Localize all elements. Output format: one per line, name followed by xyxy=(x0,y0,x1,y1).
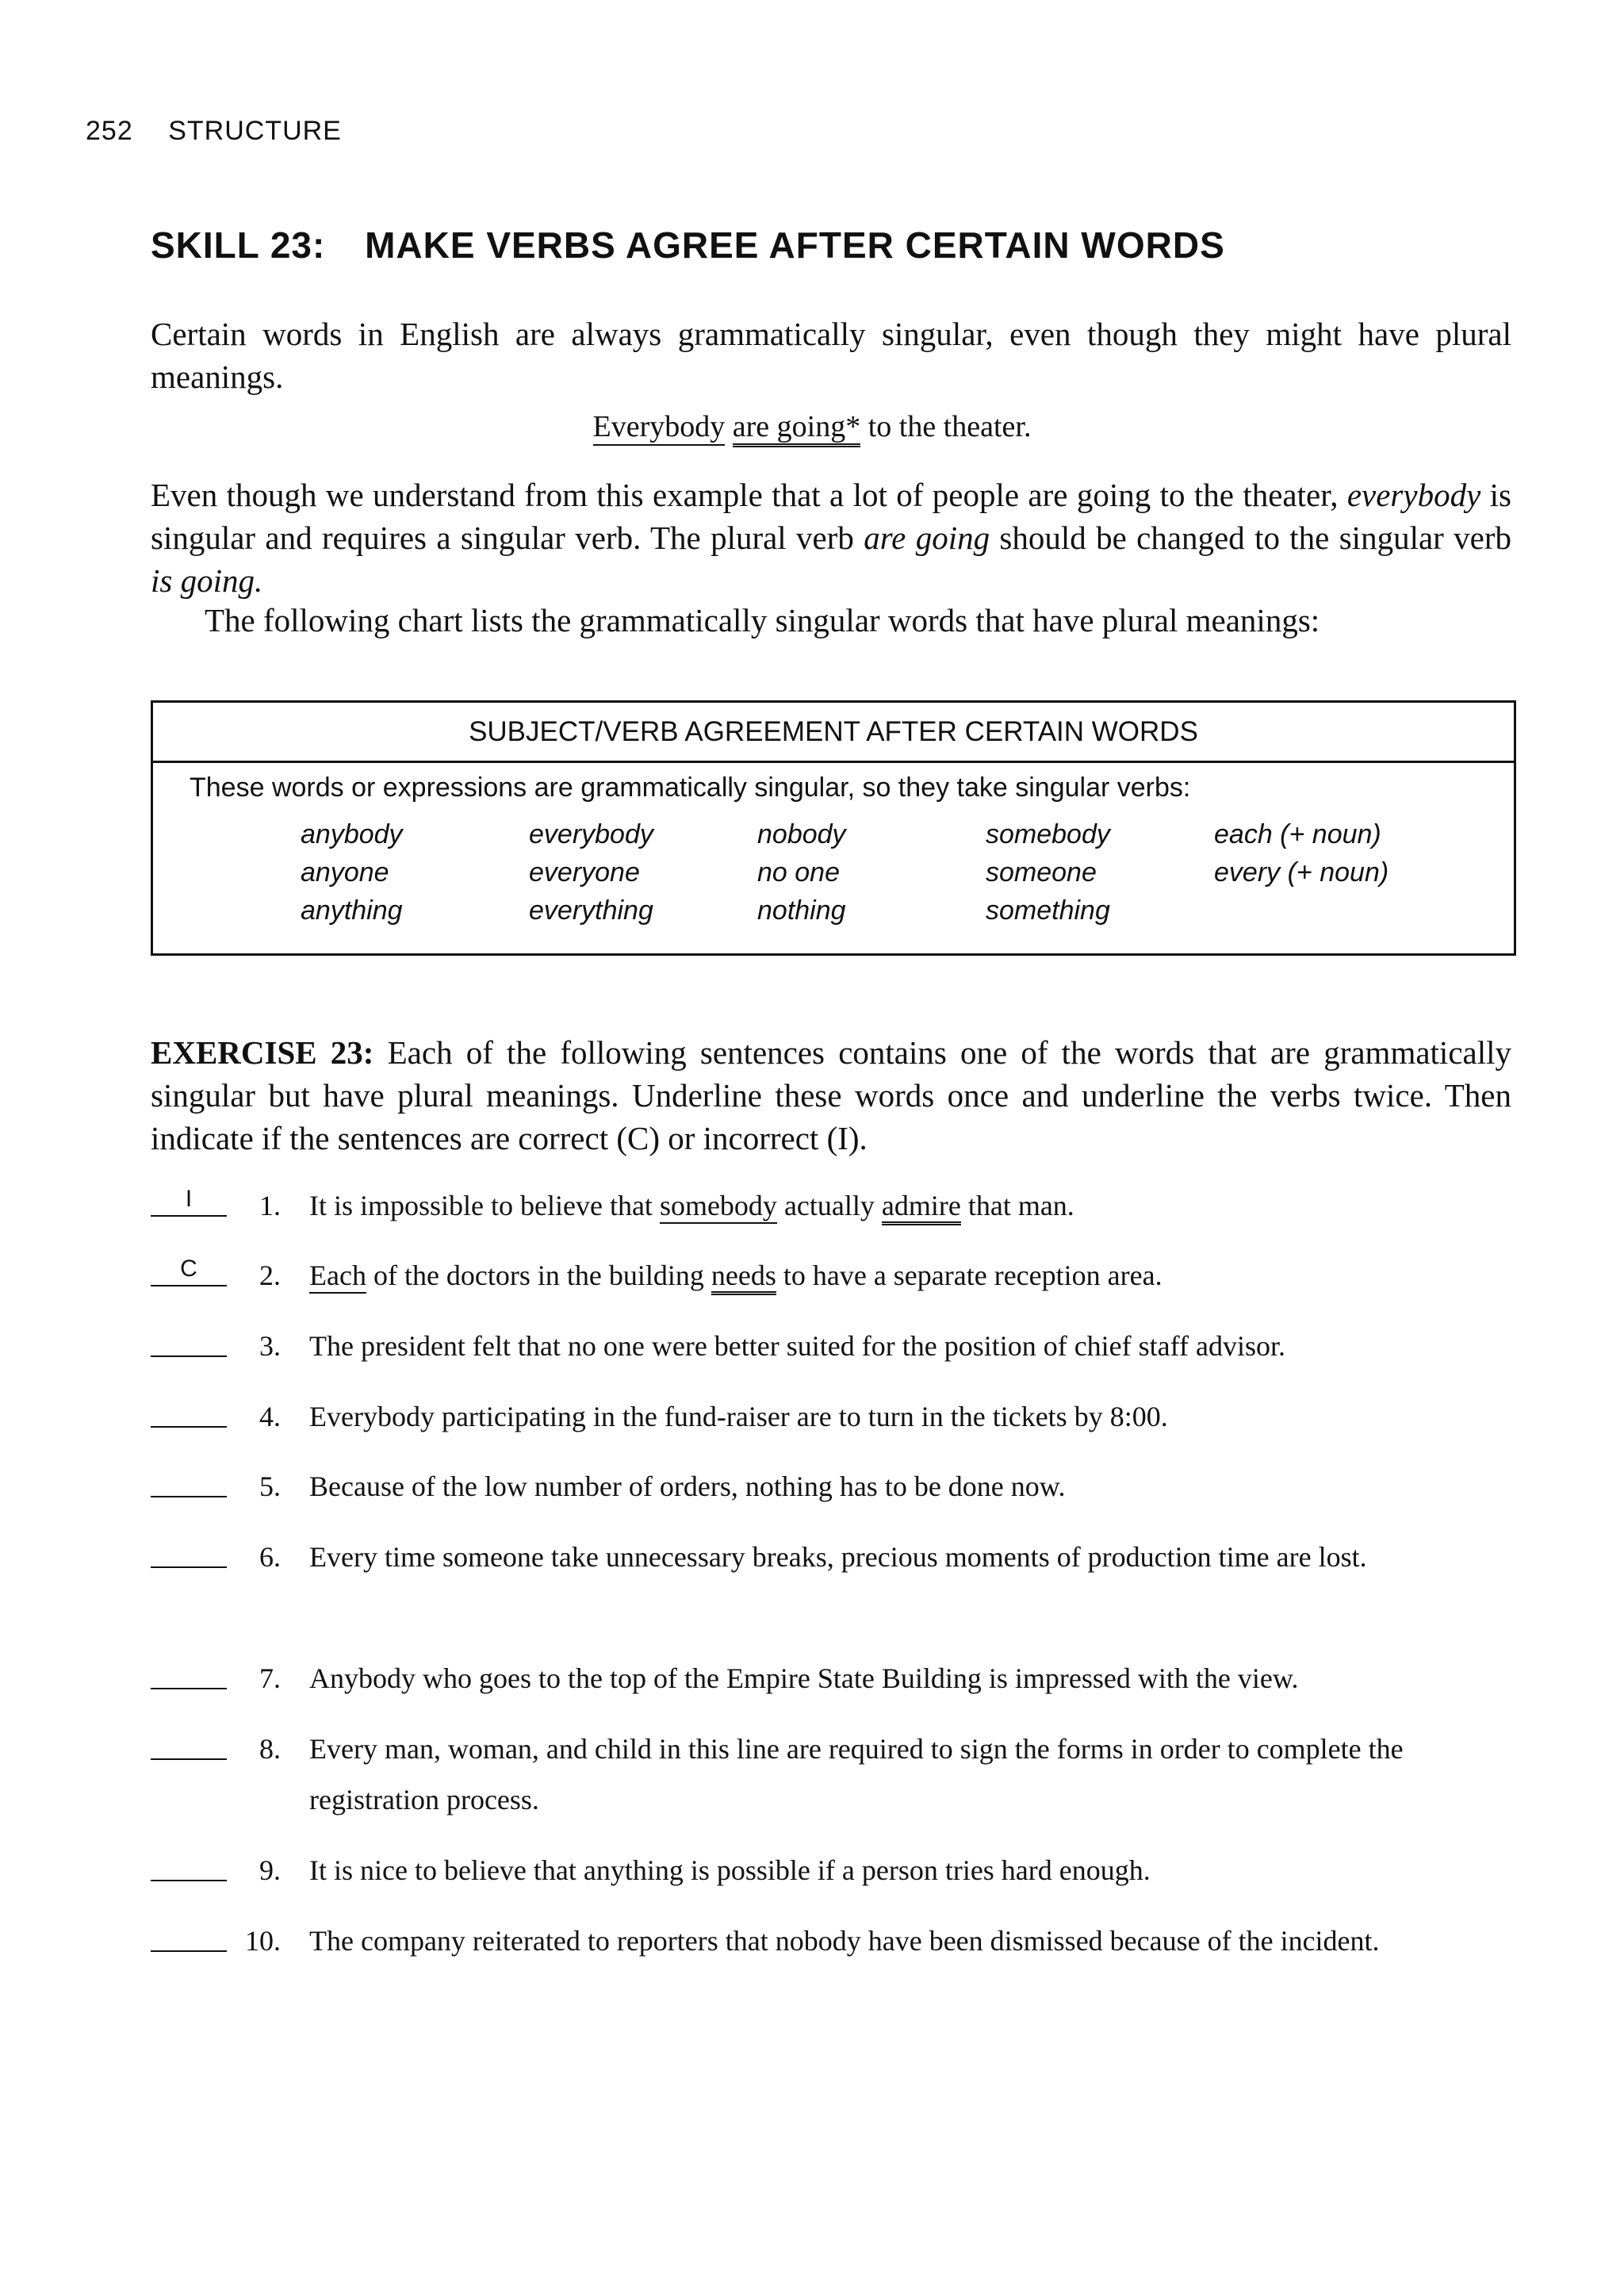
item-number: 8. xyxy=(259,1733,281,1765)
exercise-heading: EXERCISE 23: xyxy=(151,1034,374,1071)
answer-blank[interactable] xyxy=(151,1324,227,1357)
answer-blank[interactable] xyxy=(151,1848,227,1881)
item-sentence xyxy=(309,1180,1522,1231)
item-number: 2. xyxy=(259,1260,281,1291)
explanation-paragraph xyxy=(151,474,1511,602)
explanation-italic-2: are going xyxy=(864,520,990,556)
agreement-chart xyxy=(151,700,1516,956)
chart-intro: These words or expressions are grammatically singular, so they take singular verbs: xyxy=(190,773,1191,803)
item-number: 10. xyxy=(245,1925,281,1957)
answer-blank[interactable] xyxy=(151,1656,227,1689)
item-sentence: The president felt that no one were better suited for the position of chief staff advisor. xyxy=(309,1330,1285,1362)
intro-paragraph: Certain words in English are always grammatically singular, even though they might have plural meanings. xyxy=(151,316,1511,395)
chart-column-any xyxy=(301,815,403,930)
skill-label: SKILL 23: xyxy=(151,224,326,266)
double-underlined-verb: admire xyxy=(882,1190,961,1225)
answer-blank[interactable] xyxy=(151,1919,227,1952)
chart-word: every (+ noun) xyxy=(1214,857,1389,888)
chart-column-each xyxy=(1214,815,1388,891)
answer-blank[interactable]: C xyxy=(151,1253,227,1286)
chart-word: each (+ noun) xyxy=(1214,819,1381,849)
double-underlined-verb: needs xyxy=(711,1260,776,1295)
item-number: 7. xyxy=(259,1662,281,1694)
chart-word: no one xyxy=(757,857,840,888)
underlined-word: Each xyxy=(309,1260,366,1294)
chart-lead: The following chart lists the grammatically singular words that have plural meanings: xyxy=(205,602,1320,638)
item-number: 9. xyxy=(259,1854,281,1886)
sentence-text: actually xyxy=(776,1190,882,1221)
chart-word: somebody xyxy=(986,819,1110,849)
chart-word: anyone xyxy=(301,857,389,888)
underlined-word: somebody xyxy=(660,1190,777,1224)
sentence-text: to have a separate reception area. xyxy=(776,1260,1162,1291)
answer-blank[interactable] xyxy=(151,1464,227,1497)
item-sentence: Every time someone take unnecessary breaks, precious moments of production time are lost. xyxy=(309,1541,1367,1573)
chart-word: nothing xyxy=(757,895,846,926)
item-number: 1. xyxy=(259,1190,281,1221)
sentence-text: of the doctors in the building xyxy=(366,1260,711,1291)
answer-blank[interactable] xyxy=(151,1535,227,1568)
explanation-italic-3: is going. xyxy=(151,562,263,599)
answer-blank[interactable] xyxy=(151,1727,227,1760)
chart-word: everyone xyxy=(529,857,640,888)
item-sentence: Because of the low number of orders, nothing has to be done now. xyxy=(309,1470,1066,1502)
item-sentence: Anybody who goes to the top of the Empire State Building is impressed with the view. xyxy=(309,1662,1299,1694)
exercise-instructions-text: Each of the following sentences contains one of the words that are grammatically singular but have plural meanings. Underline these words once and underline the verbs twice. Then indicate if the sentences are correct (C) or incorrect (I). xyxy=(151,1034,1511,1156)
example-rest: to the theater. xyxy=(860,410,1032,443)
item-sentence: It is nice to believe that anything is possible if a person tries hard enough. xyxy=(309,1854,1151,1886)
chart-column-every xyxy=(529,815,653,930)
chart-word: everything xyxy=(529,895,653,926)
chart-column-some xyxy=(986,815,1110,930)
example-verb: are going* xyxy=(733,410,860,447)
item-number: 6. xyxy=(259,1541,281,1573)
chart-column-no xyxy=(757,815,846,930)
page-number: 252 xyxy=(86,116,133,146)
answer-blank[interactable] xyxy=(151,1394,227,1428)
item-sentence: The company reiterated to reporters that nobody have been dismissed because of the incident. xyxy=(309,1925,1380,1957)
sentence-text: that man. xyxy=(960,1190,1074,1221)
example-subject: Everybody xyxy=(593,410,726,446)
chart-word: everybody xyxy=(529,819,653,849)
item-number: 4. xyxy=(259,1401,281,1432)
item-sentence xyxy=(309,1250,1522,1301)
skill-title xyxy=(151,224,1225,266)
chart-word: nobody xyxy=(757,819,846,849)
chart-word: anything xyxy=(301,895,403,926)
item-sentence: Everybody participating in the fund-raiser are to turn in the tickets by 8:00. xyxy=(309,1401,1168,1432)
example-sentence xyxy=(0,409,1624,444)
explanation-text-3: should be changed to the singular verb xyxy=(990,520,1511,556)
chart-word: anybody xyxy=(301,819,403,849)
item-number: 3. xyxy=(259,1330,281,1362)
exercise-instructions xyxy=(151,1031,1511,1160)
chart-word: something xyxy=(986,895,1110,926)
explanation-text-1: Even though we understand from this example that a lot of people are going to the theater, xyxy=(151,477,1347,513)
sentence-text: It is impossible to believe that xyxy=(309,1190,660,1221)
skill-heading: MAKE VERBS AGREE AFTER CERTAIN WORDS xyxy=(365,224,1225,266)
answer-blank[interactable]: I xyxy=(151,1183,227,1217)
section-name: STRUCTURE xyxy=(168,116,342,146)
item-number: 5. xyxy=(259,1470,281,1502)
chart-title: SUBJECT/VERB AGREEMENT AFTER CERTAIN WORDS xyxy=(153,703,1514,763)
explanation-italic-1: everybody xyxy=(1346,477,1481,513)
running-header xyxy=(86,116,342,147)
item-sentence: Every man, woman, and child in this line are required to sign the forms in order to complete the registration process. xyxy=(309,1733,1404,1815)
chart-word: someone xyxy=(986,857,1097,888)
explanation-text-2: is singular and requires a singular verb. The plural verb xyxy=(151,477,1511,556)
